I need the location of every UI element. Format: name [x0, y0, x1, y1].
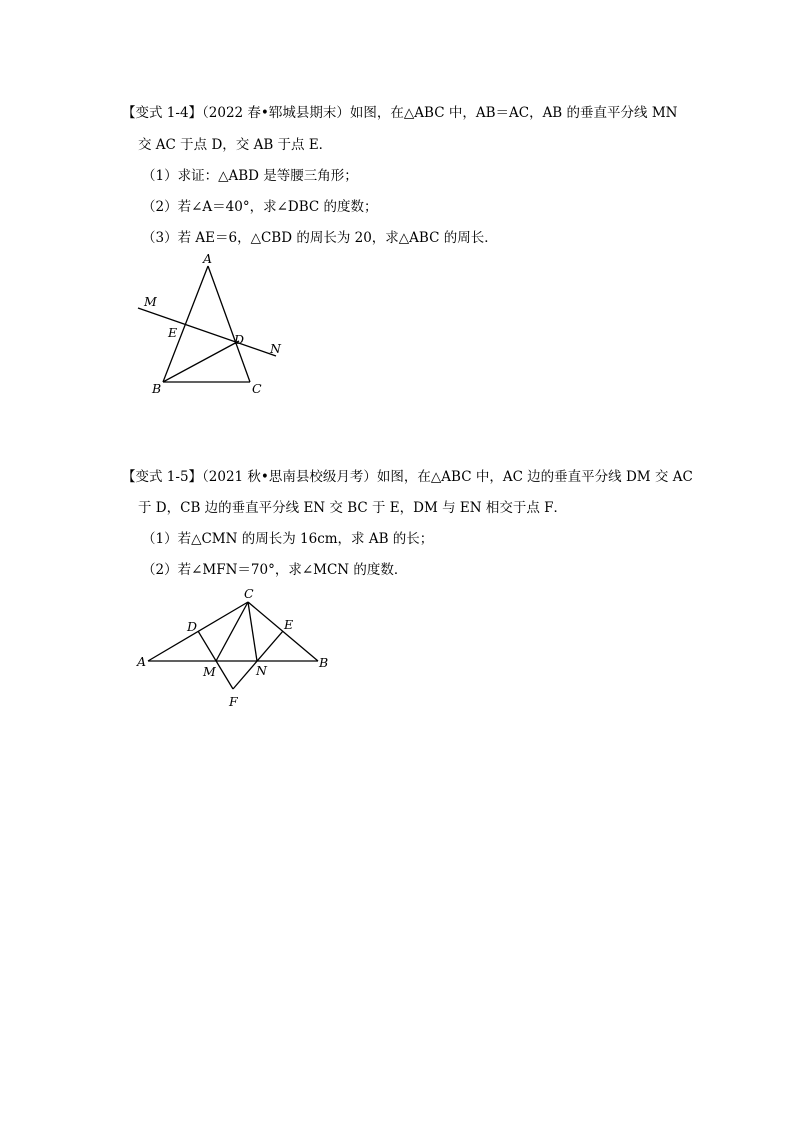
segment-bd — [163, 341, 239, 382]
problem-1-5-line-2: 于 D，CB 边的垂直平分线 EN 交 BC 于 E，DM 与 EN 相交于点 F． — [138, 500, 567, 516]
label-n: N — [270, 341, 281, 356]
problem-1-4-line-1: 【变式 1-4】（2022 春•郓城县期末）如图，在△ABC 中，AB＝AC，AB 的垂直平分线 MN — [122, 105, 678, 121]
segment-en — [233, 631, 283, 689]
label-e: E — [284, 617, 294, 632]
label-n: N — [256, 663, 267, 678]
label-e: E — [168, 325, 178, 340]
segment-ac — [208, 266, 250, 382]
label-c: C — [244, 586, 254, 601]
problem-1-4-question-3: （3）若 AE＝6，△CBD 的周长为 20，求△ABC 的周长． — [142, 230, 498, 246]
label-d: D — [187, 619, 198, 634]
problem-1-5-question-2: （2）若∠MFN＝70°，求∠MCN 的度数． — [142, 562, 408, 578]
problem-1-4-question-2: （2）若∠A＝40°，求∠DBC 的度数； — [142, 199, 378, 215]
label-d: D — [234, 332, 245, 347]
label-m: M — [203, 664, 216, 679]
label-c: C — [252, 381, 262, 396]
label-b: B — [319, 655, 329, 670]
problem-1-5-figure — [130, 583, 340, 713]
problem-1-5-question-1: （1）若△CMN 的周长为 16cm，求 AB 的长； — [142, 531, 434, 547]
problem-1-4-question-1: （1）求证：△ABD 是等腰三角形； — [142, 168, 358, 184]
problem-1-5-line-1: 【变式 1-5】（2021 秋•思南县校级月考）如图，在△ABC 中，AC 边的垂直平分线 DM 交 AC — [122, 469, 693, 485]
problem-1-4-figure — [130, 250, 300, 410]
problem-1-4-line-2: 交 AC 于点 D，交 AB 于点 E． — [138, 137, 333, 153]
label-a: A — [203, 251, 213, 266]
segment-cn — [248, 602, 257, 661]
label-m: M — [144, 294, 157, 309]
label-a: A — [137, 654, 147, 669]
label-b: B — [152, 381, 162, 396]
line-mn — [138, 308, 276, 356]
label-f: F — [229, 694, 238, 709]
